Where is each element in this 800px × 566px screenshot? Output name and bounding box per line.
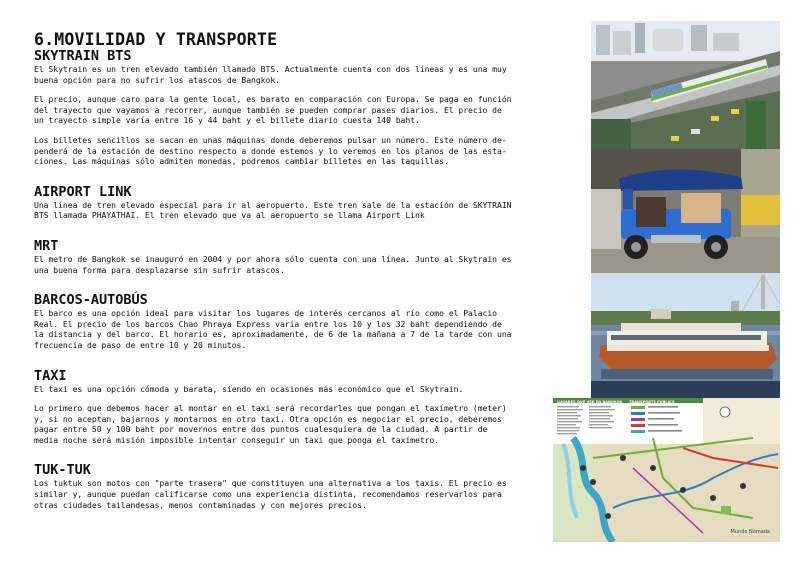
text-line: El barco es una opción ideal para visitar los lugares de interés cercanos al río como el Palacio [34, 308, 497, 319]
text-line: una buena forma para desplazarse sin sufrir atascos. [34, 264, 285, 275]
text-line: El taxi es una opción cómoda y barata, siendo en ocasiones más económico que el Skytrain. [34, 383, 464, 394]
photo-column [591, 21, 780, 398]
text-line: otras ciudades tailandesas, menos contaminadas y con mejores precios. [34, 499, 367, 510]
section-title-tuktuk: TUK-TUK [34, 462, 91, 479]
text-line: BTS llamada PHAYATHAI. El tren elevado que va al aeropuerto se llama Airport Link [34, 210, 425, 221]
text-line: Los billetes sencillos se sacan en unas máquinas donde deberemos pulsar un número. Este número de- [34, 134, 507, 145]
boat-photo [591, 273, 780, 398]
text-line: buena opción para no sufrir los atascos de Bangkok. [34, 74, 280, 85]
map-brand-logo: Mundo Nómada [730, 529, 770, 535]
skytrain-photo [591, 21, 780, 149]
text-line: y, si no aceptan, bajarnos y montarnos en otro taxi. Otra opción es negociar el precio, deberemos [34, 413, 502, 424]
mrt-text [34, 254, 544, 275]
text-line: El Skytrain es un tren elevado también llamado BTS. Actualmente cuenta con dos líneas y es una muy [34, 64, 507, 74]
text-line: Una línea de tren elevado especial para ir al aeropuerto. Este tren sale de la estación de SKYTRAIN [34, 199, 512, 210]
text-line: frecuencia de paso de entre 10 y 20 minutos. [34, 339, 247, 350]
transport-map [553, 398, 780, 542]
text-line: Los tuktuk son motos con "parte trasera" que constituyen una alternativa a los taxis. El precio es [34, 478, 507, 489]
barcos-text [34, 308, 544, 350]
section-title-airport-link: AIRPORT LINK [34, 183, 132, 200]
taxi-text [34, 403, 544, 445]
map-legend-transport: TRANSPORTE PÚBLICO [629, 400, 675, 404]
text-line: El metro de Bangkok se inauguró en 2004 y por ahora sólo cuenta con una línea. Junto al Skytrain es [34, 253, 512, 264]
text-line: media noche será misión imposible intentar conseguir un taxi que ponga el taxímetro. [34, 434, 440, 445]
text-line: del trayecto que vayamos a recorrer, aunque también se pueden comprar pases diarios. El precio de [34, 104, 502, 115]
map-legend-places: LUGARES QUE VER EN BANGKOK [557, 400, 623, 404]
section-title-mrt: MRT [34, 237, 59, 254]
tuktuk-text [34, 478, 544, 510]
skytrain-price-text [34, 94, 544, 126]
skytrain-text [34, 64, 544, 85]
page-title: 6.MOVILIDAD Y TRANSPORTE [34, 30, 278, 49]
section-title-taxi: TAXI [34, 367, 67, 384]
taxi-intro-text [34, 384, 544, 395]
tuktuk-photo [591, 149, 780, 273]
text-line: Lo primero que debemos hacer al montar en el taxi será recordarles que pongan el taxímetro (meter) [34, 403, 507, 414]
section-title-barcos: BARCOS-AUTOBÚS [34, 292, 148, 309]
skytrain-tickets-text [34, 135, 544, 167]
text-line: la distancia y del barco. El horario es, aproximadamente, de 6 de la mañana a 7 de la tarde con una [34, 329, 512, 340]
text-line: El precio, aunque caro para la gente local, es barato en comparación con Europa. Se paga en función [34, 94, 512, 105]
text-line: ciones. Las máquinas sólo admiten monedas, podremos cambiar billetes en las taquillas. [34, 156, 449, 167]
text-line: Real. El precio de los barcos Chao Phraya Express varía entre los 10 y los 32 baht dependiendo de [34, 318, 502, 329]
text-line: similar y, aunque puedan calificarse como una experiencia distinta, recomendamos reservarlos para [34, 489, 502, 500]
text-line: pagar entre 50 y 100 baht por movernos entre dos puntos cualesquiera de la ciudad. A partir de [34, 424, 488, 435]
text-line: penderá de la estación de destino respecto a donde estemos y lo veremos en los planos de las esta- [34, 145, 507, 156]
map-graphic [553, 398, 780, 542]
airport-link-text [34, 200, 544, 221]
text-line: un trayecto simple varía entre 16 y 44 baht y el billete diario cuesta 140 baht. [34, 115, 420, 126]
article [34, 30, 544, 510]
section-title-skytrain: SKYTRAIN BTS [34, 48, 132, 64]
